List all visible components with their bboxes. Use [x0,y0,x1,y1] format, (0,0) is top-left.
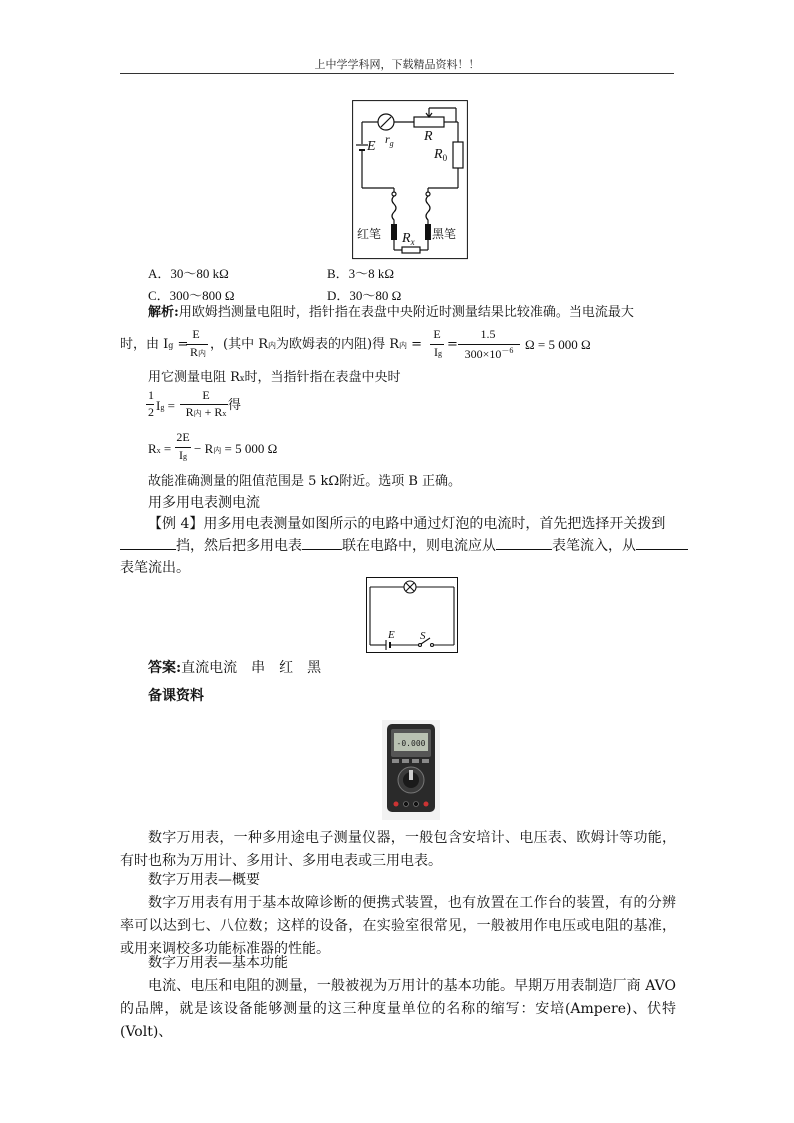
analysis-conclusion: 故能准确测量的阻值范围是 5 kΩ附近。选项 B 正确。 [148,474,462,489]
analysis-label: 解析: [148,305,179,320]
red-probe [391,224,397,240]
blank-2[interactable] [302,549,342,550]
multimeter-photo [382,720,440,820]
r0-resistor-symbol [453,142,463,168]
example4-line2: 挡，然后把多用电表 联在电路中，则电流应从 表笔流入，从 [120,538,688,556]
frac-R-denominator: R内 [189,345,206,359]
analysis-line2: 时，由 Ig = [120,337,189,352]
frac5-Ig: Ig [179,448,187,462]
label-E2: E [388,629,395,641]
blank-4[interactable] [636,549,688,550]
rx-rhs: − R内 = 5 000 Ω [194,441,278,456]
option-d: D．30～80 Ω [327,288,402,303]
answer-label: 答案: [148,660,182,676]
page-header: 上中学学科网，下载精品资料！！ [314,58,480,71]
answer-text: 直流电流 串 红 黑 [181,660,322,676]
option-a: A．30～80 kΩ [148,266,229,281]
frac4-den: R内 + Rx [185,405,227,419]
example4-line3: 表笔流出。 [120,560,190,576]
paragraph-overview-heading: 数字万用表—概要 [148,872,260,888]
label-R: R [424,129,433,144]
analysis-line1: 解析:用欧姆挡测量电阻时，指针指在表盘中央附近时测量结果比较准确。当电流最大 [148,305,634,320]
section-heading: 用多用电表测电流 [148,495,260,511]
label-E: E [367,139,376,154]
label-black-pen: 黑笔 [432,227,457,241]
label-R0: $R_0$ [434,147,448,163]
frac2-E: E [433,327,441,341]
black-probe [425,224,431,240]
frac5-2E: 2E [176,430,190,444]
frac4-E: E [202,388,210,402]
frac-E-numerator: E [192,327,200,341]
multimeter-display: -0.000 [396,739,426,748]
paragraph-basic: 电流、电压和电阻的测量，一般被视为万用计的基本功能。早期万用表制造厂商 AVO 的品牌，就是该设备能够测量的这三种度量单位的名称的缩写：安培(Ampere)、伏特(Volt)、 [120,978,676,1040]
paragraph-overview: 数字万用表有用于基本故障诊断的便携式装置，也有放置在工作台的装置，有的分辨率可以达到七、八位数；这样的设备，在实验室很常见，一般被用作电压或电阻的基准，或用来调校多功能标准器的性能。 [120,895,676,957]
half-den: 2 [148,405,154,419]
half-Ig: Ig = [156,398,175,413]
eq-sign: = [447,337,458,352]
prep-title: 备课资料 [148,688,204,704]
option-b: B．3～8 kΩ [327,266,395,281]
header-rule [120,73,674,74]
paragraph-basic-heading: 数字万用表—基本功能 [148,955,288,971]
de-word: 得 [228,398,242,413]
lamp-circuit-diagram [366,577,458,653]
rx-resistor-symbol [402,247,420,253]
analysis-result1: Ω = 5 000 Ω [525,337,591,352]
label-rg: $r_g$ [385,132,394,148]
frac3-numerator: 1.5 [480,327,496,341]
frac2-Ig: Ig [434,345,442,359]
answer-line [148,660,321,678]
label-red-pen: 红笔 [357,227,382,241]
paragraph-intro: 数字万用表，一种多用途电子测量仪器，一般包含安培计、电压表、欧姆计等功能，有时也称为万用计、多用计、多用电表或三用电表。 [120,830,676,869]
analysis-line3: 用它测量电阻 Rx时，当指针指在表盘中央时 [148,370,401,385]
variable-resistor-symbol [414,117,444,127]
half-num: 1 [148,388,154,402]
blank-3[interactable] [496,549,552,550]
option-c: C．300～800 Ω [148,288,235,303]
analysis-line2-mid: ，(其中 R内为欧姆表的内阻)得 R内 = [210,337,423,352]
frac3-denominator: $300\times 10^{-6}$ [464,346,514,361]
example4-line1: 【例 4】用多用电表测量如图所示的电路中通过灯泡的电流时，首先把选择开关拨到 [148,516,666,532]
label-S: S [420,630,426,642]
label-Rx: $R_x$ [402,231,415,247]
rx-lhs: Rx = [148,441,172,456]
ohmmeter-circuit-diagram [352,100,468,260]
blank-1[interactable] [120,549,176,550]
